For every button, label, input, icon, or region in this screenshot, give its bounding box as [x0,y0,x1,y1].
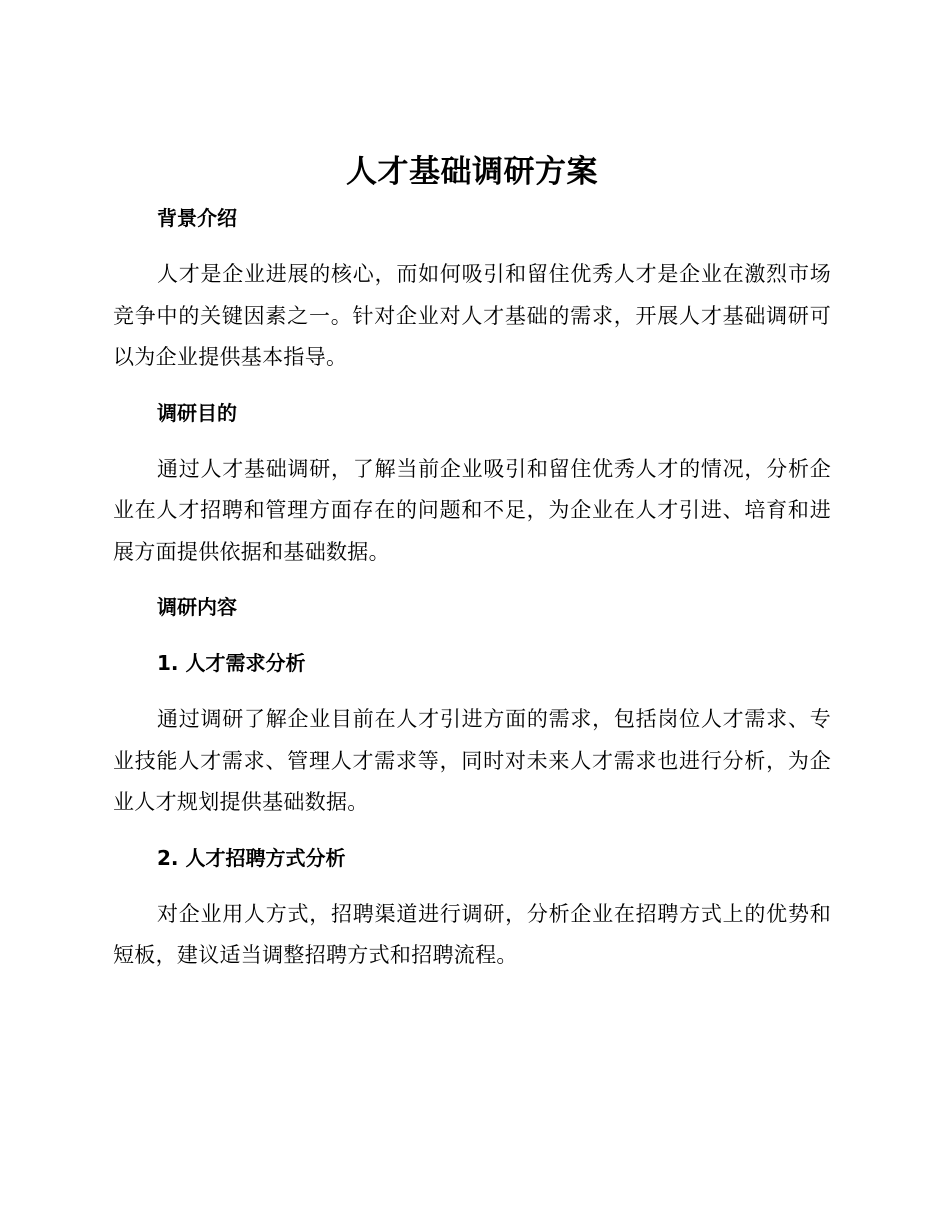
paragraph-background: 人才是企业进展的核心，而如何吸引和留住优秀人才是企业在激烈市场竞争中的关键因素之一。针对企业对人才基础的需求，开展人才基础调研可以为企业提供基本指导。 [113,262,831,369]
section-heading-background: 背景介绍 [157,206,237,230]
subsection-heading-recruitment: 2. 人才招聘方式分析 [157,845,346,870]
subsection-heading-demand: 1. 人才需求分析 [157,651,306,675]
document-body [113,148,831,977]
section-heading-content: 调研内容 [157,595,237,619]
paragraph-purpose: 通过人才基础调研，了解当前企业吸引和留住优秀人才的情况，分析企业在人才招聘和管理方面存在的问题和不足，为企业在人才引进、培育和进展方面提供依据和基础数据。 [113,456,831,564]
paragraph-demand: 通过调研了解企业目前在人才引进方面的需求，包括岗位人才需求、专业技能人才需求、管理人才需求等，同时对未来人才需求也进行分析，为企业人才规划提供基础数据。 [113,707,831,814]
section-heading-purpose: 调研目的 [157,400,237,425]
paragraph-recruitment: 对企业用人方式，招聘渠道进行调研，分析企业在招聘方式上的优势和短板，建议适当调整招聘方式和招聘流程。 [113,901,831,967]
document-title: 人才基础调研方案 [346,154,598,190]
